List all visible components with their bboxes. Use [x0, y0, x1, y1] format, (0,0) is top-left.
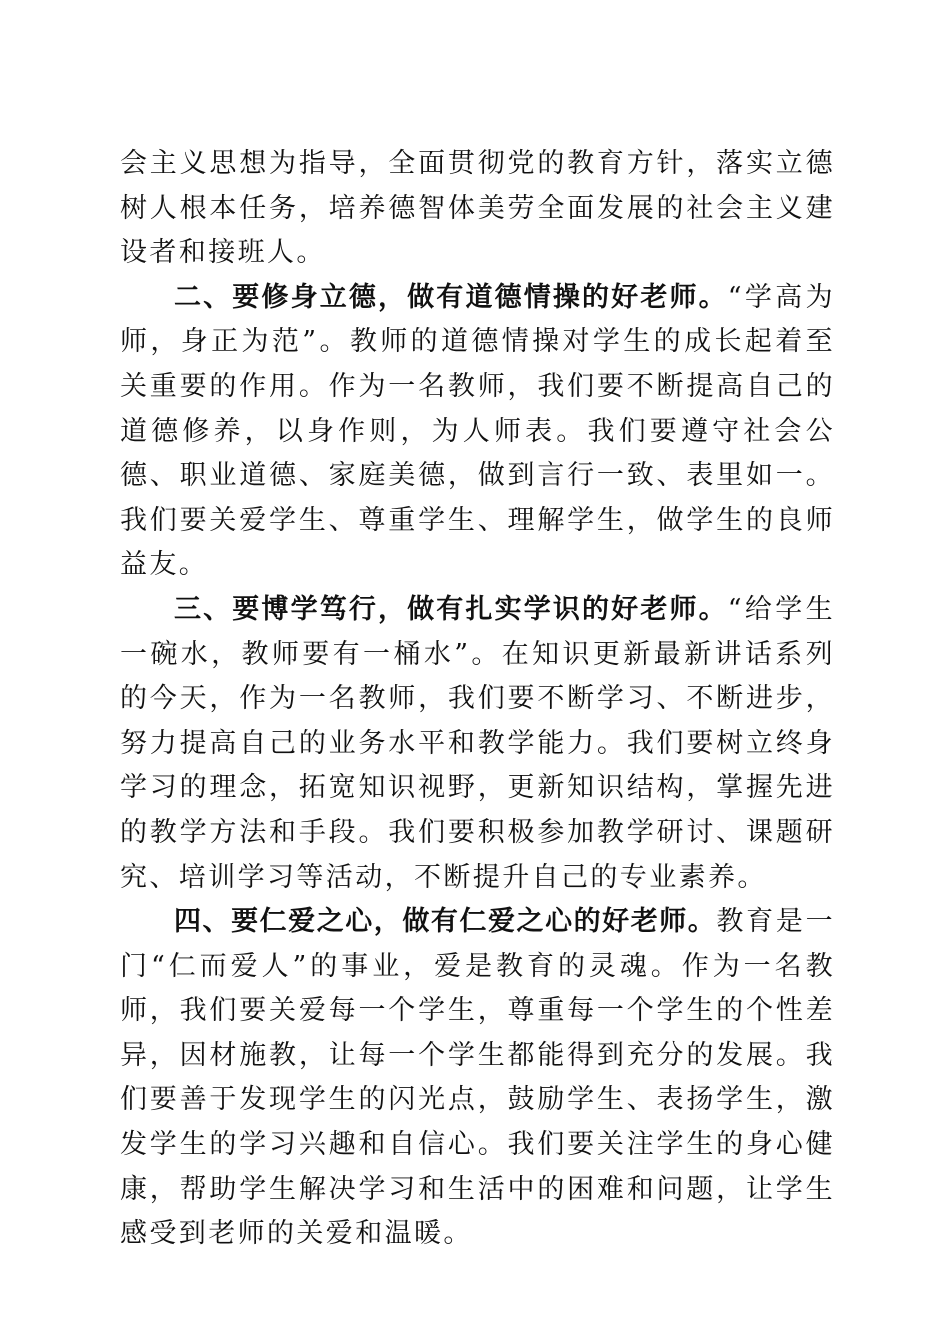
- paragraph-section-4: [120, 900, 835, 1257]
- paragraph-section-3: [120, 588, 835, 900]
- section-heading: 四、要仁爱之心，做有仁爱之心的好老师。: [174, 906, 717, 938]
- document-body: [120, 142, 835, 1257]
- paragraph-text: 会主义思想为指导，全面贯彻党的教育方针，落实立德树人根本任务，培养德智体美劳全面发展的社会主义建设者和接班人。: [120, 148, 835, 269]
- paragraph-text: “给学生一碗水，教师要有一桶水”。在知识更新最新讲话系列的今天，作为一名教师，我们要不断学习、不断进步，努力提高自己的业务水平和教学能力。我们要树立终身学习的理念，拓宽知识视野，更新知识结构，掌握先进的教学方法和手段。我们要积极参加教学研讨、课题研究、培训学习等活动，不断提升自己的专业素养。: [120, 593, 835, 893]
- paragraph-continuation: [120, 142, 835, 276]
- paragraph-text: “学高为师，身正为范”。教师的道德情操对学生的成长起着至关重要的作用。作为一名教师，我们要不断提高自己的道德修养，以身作则，为人师表。我们要遵守社会公德、职业道德、家庭美德，做到言行一致、表里如一。我们要关爱学生、尊重学生、理解学生，做学生的良师益友。: [120, 281, 835, 581]
- section-heading: 二、要修身立德，做有道德情操的好老师。: [174, 281, 728, 313]
- paragraph-text: 教育是一门“仁而爱人”的事业，爱是教育的灵魂。作为一名教师，我们要关爱每一个学生，尊重每一个学生的个性差异，因材施教，让每一个学生都能得到充分的发展。我们要善于发现学生的闪光点，鼓励学生、表扬学生，激发学生的学习兴趣和自信心。我们要关注学生的身心健康，帮助学生解决学习和生活中的困难和问题，让学生感受到老师的关爱和温暖。: [120, 906, 835, 1250]
- paragraph-section-2: [120, 276, 835, 588]
- section-heading: 三、要博学笃行，做有扎实学识的好老师。: [174, 593, 728, 625]
